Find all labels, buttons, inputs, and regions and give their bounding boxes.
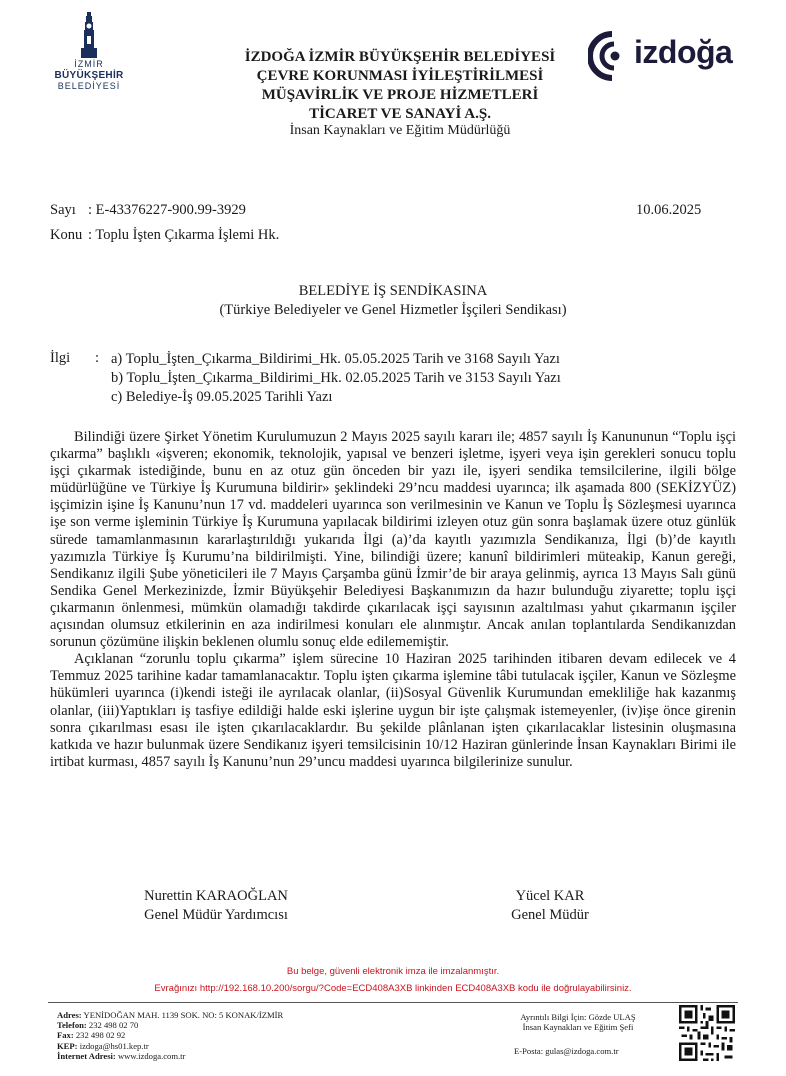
sayi-value: : E-43376227-900.99-3929 — [88, 202, 246, 218]
address-value: YENİDOĞAN MAH. 1139 SOK. NO: 5 KONAK/İZMİR — [83, 1010, 284, 1020]
ilgi-item: a) Toplu_İşten_Çıkarma_Bildirimi_Hk. 05.05.2025 Tarih ve 3168 Sayılı Yazı — [111, 351, 560, 367]
phone-label: Telefon: — [57, 1020, 87, 1031]
esign-notice: Bu belge, güvenli elektronik imza ile imzalanmıştır. — [286, 966, 500, 977]
org-line: MÜŞAVİRLİK VE PROJE HİZMETLERİ — [261, 87, 539, 103]
sayi-row — [50, 202, 246, 219]
footer-contact-info — [57, 1010, 283, 1061]
konu-value: : Toplu İşten Çıkarma İşlemi Hk. — [88, 227, 280, 243]
letter-body — [50, 429, 736, 771]
org-line: İZDOĞA İZMİR BÜYÜKŞEHİR BELEDİYESİ — [244, 49, 556, 65]
org-line: TİCARET VE SANAYİ A.Ş. — [309, 106, 491, 122]
signatory-name: Yücel KAR — [515, 888, 585, 904]
recipient-line2: (Türkiye Belediyeler ve Genel Hizmetler İşçileri Sendikası) — [219, 302, 567, 318]
website-link[interactable]: www.izdoga.com.tr — [117, 1050, 186, 1061]
signature-block-general-manager — [480, 887, 620, 925]
izmir-bb-logo — [48, 12, 130, 102]
web-label: İnternet Adresi: — [57, 1050, 116, 1061]
footer-contact-person — [478, 1012, 678, 1032]
kep-link[interactable]: izdoga@hs01.kep.tr — [79, 1040, 149, 1051]
organization-name — [180, 48, 620, 124]
signal-waves-icon — [588, 30, 634, 82]
konu-row — [50, 227, 279, 244]
izdoga-logo — [588, 30, 748, 90]
contact-title: İnsan Kaynakları ve Eğitim Şefi — [522, 1022, 634, 1033]
kep-label: KEP: — [57, 1040, 78, 1051]
qr-code-icon — [679, 1005, 735, 1061]
logo-line-izmir: İZMİR — [74, 59, 104, 69]
department-name: İnsan Kaynakları ve Eğitim Müdürlüğü — [289, 123, 511, 138]
document-date: 10.06.2025 — [636, 202, 702, 218]
logo-line-belediyesi: BELEDİYESİ — [57, 81, 121, 91]
signatory-name: Nurettin KARAOĞLAN — [144, 888, 288, 904]
fax-value: 232 498 02 92 — [75, 1030, 126, 1041]
signatory-title: Genel Müdür Yardımcısı — [144, 907, 288, 923]
contact-email: E-Posta: gulas@izdoga.com.tr — [514, 1046, 619, 1056]
recipient-line1: BELEDİYE İŞ SENDİKASINA — [298, 283, 488, 299]
ilgi-list — [111, 350, 561, 407]
signatory-title: Genel Müdür — [511, 907, 589, 923]
sayi-label: Sayı — [50, 202, 76, 218]
konu-label: Konu — [50, 227, 83, 243]
clock-tower-icon — [79, 12, 99, 58]
body-paragraph-2: Açıklanan “zorunlu toplu çıkarma” işlem sürecine 10 Haziran 2025 tarihinden itibaren devam edilecek ve 4 Temmuz 2025 tarihine kadar tamamlanacaktır. Toplu işten çıkarma işlemine tâbi tutulacak işçiler, Kanun ve Sözleşme hükümleri uyarınca (i)kendi isteği ile ayrılacak olanlar, (ii)Sosyal Güvenlik Kurumundan emekliliğe hak kazanmış olanlar, (iii)Yaptıkları iş tasfiye edildiği halde eski işlerine uygun bir işte çalışmak istemeyenler, (iv)işe önce girenin sonra çıkarılması esası ile işten çıkarılacaklardır. Bu şekilde plânlanan işten çıkarılacaklar listesinin oluşmasına katkıda ve hazır bulunmak üzere Sendikanız işyeri temsilcisinin 10/12 Haziran günlerinde İnsan Kaynakları Birimi ile irtibat kurması, 4857 sayılı İş Kanunu’nun 29’uncu maddesi uyarınca bilgilerinize sunulur. — [50, 651, 736, 770]
ilgi-colon: : — [95, 350, 100, 366]
ilgi-label: İlgi — [50, 350, 71, 366]
ilgi-item: b) Toplu_İşten_Çıkarma_Bildirimi_Hk. 02.05.2025 Tarih ve 3153 Sayılı Yazı — [111, 370, 561, 386]
footer-divider — [48, 1002, 738, 1003]
signature-block-deputy — [118, 887, 314, 925]
address-label: Adres: — [57, 1010, 82, 1020]
fax-label: Fax: — [57, 1030, 74, 1041]
izdoga-wordmark: izdoğa — [634, 34, 733, 70]
phone-value: 232 498 02 70 — [88, 1020, 139, 1031]
contact-person: Ayrıntılı Bilgi İçin: Gözde ULAŞ — [520, 1012, 636, 1022]
ilgi-item: c) Belediye-İş 09.05.2025 Tarihli Yazı — [111, 389, 333, 405]
org-line: ÇEVRE KORUNMASI İYİLEŞTİRİLMESİ — [256, 68, 544, 84]
body-paragraph-1: Bilindiği üzere Şirket Yönetim Kurulumuzun 2 Mayıs 2025 sayılı kararı ile; 4857 sayılı İş Kanununun “Toplu işçi çıkarma” başlıklı «işveren; ekonomik, teknolojik, yapısal ve benzeri işletme, işyeri veya işin gerekleri sonucu toplu işçi çıkarmak istediğinde, bunu en az otuz gün önceden bir yazı ile, işyeri sendika temsilcilerine, ilgili bölge müdürlüğüne ve Türkiye İş Kurumuna bildirir» şeklindeki 29’ncu maddesi uyarınca; ilk aşamada 800 (SEKİZYÜZ) işçimizin işine İş Kanunu’nun 17 vd. maddeleri uyarınca son verilmesinin ve Kanun ve Toplu İş Sözleşmesi uyarınca işe son verme işleminin Türkiye İş Kurumuna yapılacak bildirimi izleyen otuz gün sonra başlamak üzere otuz günlük sürede tamamlanmasının kararlaştırıldığı yukarıda İlgi (a)’da kayıtlı yazımızla Sendikanıza, İlgi (b)’de kayıtlı yazımızla Türkiye İş Kurumu’na bildirilmişti. Yine, bilindiği üzere; kanunî bildirimleri müteakip, Kanun gereği, Sendikanız ilgili Şube yöneticileri ile 7 Mayıs Çarşamba günü İzmir’de bir araya gelinmiş, ayrıca 13 Mayıs Salı günü Sendika Genel Merkezinizde, İzmir Büyükşehir Belediyesi Başkanımızın da hazır bulunduğu ziyarette; toplu işçi çıkarmanın önlenmesi, mümkün olamadığı takdirde çıkarılacak işçi sayısının azaltılması yahut çıkarmanın işçiler açısından olumsuz etkilerinin en aza indirilmesi konuları ele alınmıştır. Ancak anılan toplantılarda Sendikanızdan sorunun çözümüne ilişkin beklenen olumlu sonuç elde edilememiştir. — [50, 429, 736, 651]
logo-line-buyuksehir: BÜYÜKŞEHİR — [54, 70, 124, 81]
verification-notice: Evrağınızı http://192.168.10.200/sorgu/?Code=ECD408A3XB linkinden ECD408A3XB kodu ile doğrulayabilirsiniz. — [154, 983, 632, 994]
